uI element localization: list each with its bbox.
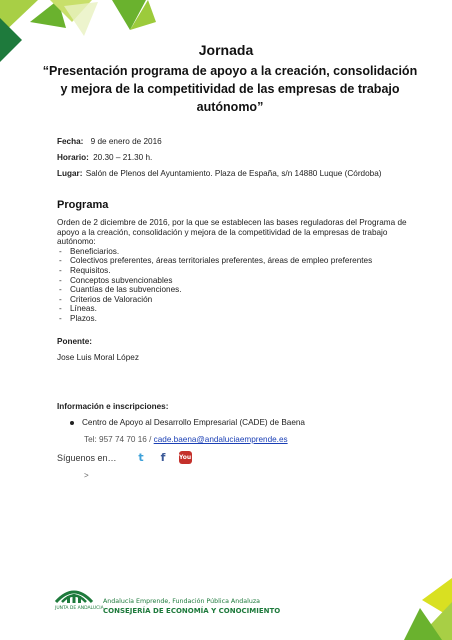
lugar-label: Lugar: bbox=[57, 169, 83, 178]
logo-caption: JUNTA DE ANDALUCIA bbox=[55, 606, 104, 611]
horario-row bbox=[57, 153, 152, 162]
footer-org: Andalucía Emprende, Fundación Pública Andaluza bbox=[103, 598, 260, 605]
programa-heading: Programa bbox=[57, 199, 109, 211]
event-subtitle: “Presentación programa de apoyo a la creación, consolidación y mejora de la competitividad de las empresas de trabajo autónomo” bbox=[42, 64, 418, 114]
arrow-glyph: > bbox=[84, 471, 89, 480]
email-link[interactable]: cade.baena@andaluciaemprende.es bbox=[153, 435, 288, 444]
lugar-row bbox=[57, 169, 381, 178]
programa-body bbox=[57, 218, 407, 324]
list-item: - Cuantías de las subvenciones. bbox=[57, 285, 407, 295]
fecha-value: 9 de enero de 2016 bbox=[90, 137, 162, 146]
list-item: - Plazos. bbox=[57, 314, 407, 324]
horario-value: 20.30 – 21.30 h. bbox=[93, 153, 153, 162]
horario-label: Horario: bbox=[57, 153, 89, 162]
list-item: - Líneas. bbox=[57, 304, 407, 314]
fecha-row bbox=[57, 137, 162, 146]
list-item: - Conceptos subvencionables bbox=[57, 276, 407, 286]
info-label: Información e inscripciones: bbox=[57, 402, 169, 411]
list-item: - Requisitos. bbox=[57, 266, 407, 276]
list-item: - Criterios de Valoración bbox=[57, 295, 407, 305]
list-item: - Colectivos preferentes, áreas territoriales preferentes, áreas de empleo preferentes bbox=[57, 256, 407, 266]
lugar-value: Salón de Plenos del Ayuntamiento. Plaza de España, s/n 14880 Luque (Córdoba) bbox=[85, 169, 382, 178]
facebook-icon[interactable]: f bbox=[160, 451, 166, 464]
phone-text: Tel: 957 74 70 16 / bbox=[84, 435, 152, 444]
center-name: Centro de Apoyo al Desarrollo Empresarial (CADE) de Baena bbox=[82, 418, 305, 427]
social-row bbox=[57, 451, 192, 464]
junta-andalucia-logo bbox=[52, 580, 96, 608]
social-label: Síguenos en… bbox=[57, 452, 117, 463]
ponente-label: Ponente: bbox=[57, 337, 93, 346]
fecha-label: Fecha: bbox=[57, 137, 84, 146]
page-title: Jornada bbox=[198, 42, 254, 58]
programa-intro: Orden de 2 diciembre de 2016, por la que se establecen las bases reguladoras del Programa de apoyo a la creación, consolidación y mejora de la competitividad de la empresas de trabajo autónomo: bbox=[57, 218, 407, 247]
youtube-icon[interactable]: You bbox=[179, 451, 192, 464]
ponente-name: Jose Luis Moral López bbox=[57, 353, 139, 362]
info-center bbox=[70, 418, 305, 427]
contact-line bbox=[84, 435, 288, 444]
twitter-icon[interactable]: t bbox=[138, 451, 144, 464]
list-item: - Beneficiarios. bbox=[57, 247, 407, 257]
footer-dept: CONSEJERÍA DE ECONOMÍA Y CONOCIMIENTO bbox=[103, 607, 281, 615]
programa-list bbox=[57, 247, 407, 324]
bottom-right-decoration bbox=[392, 578, 452, 640]
bullet-icon bbox=[70, 421, 74, 425]
